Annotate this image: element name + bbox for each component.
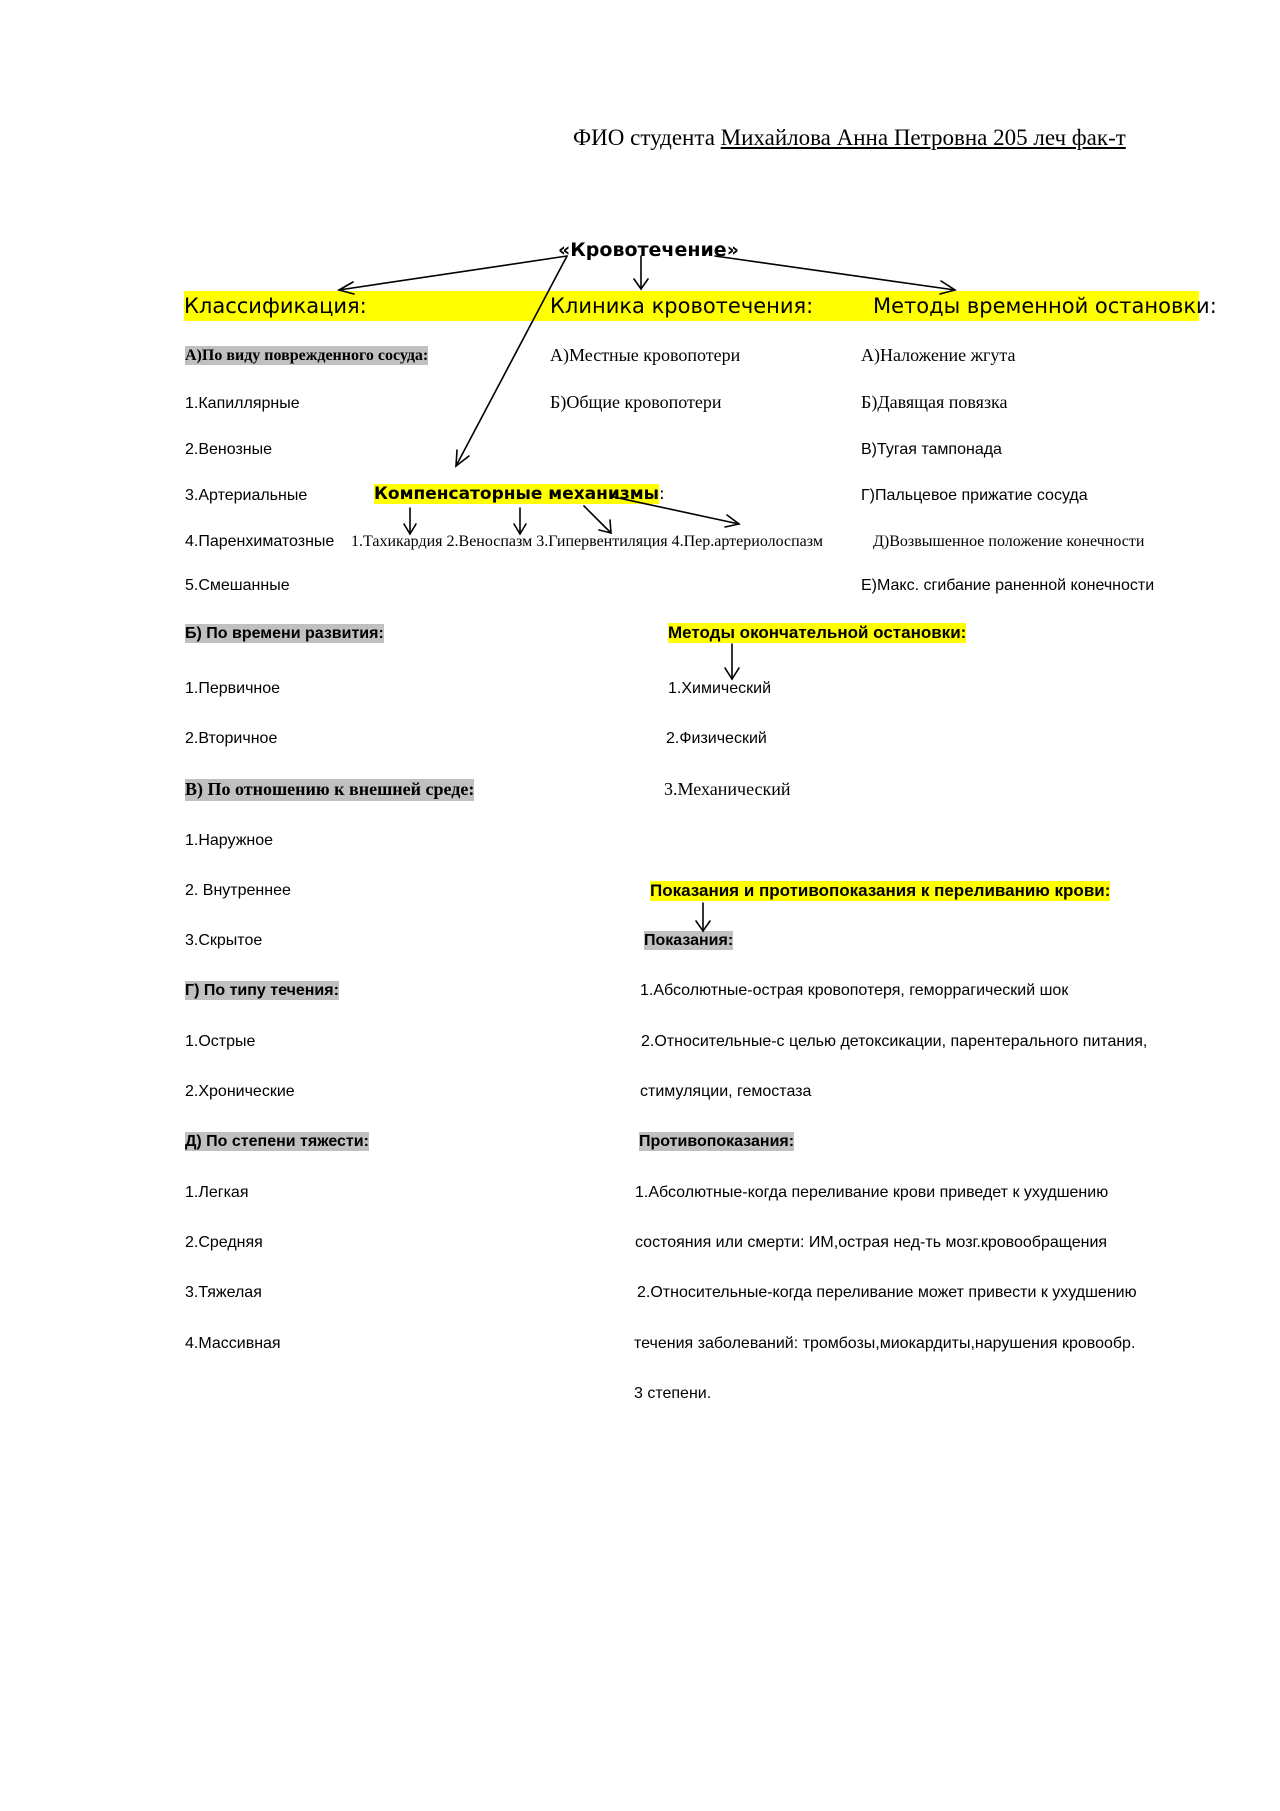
clinic-heading: Клиника кровотечения: bbox=[538, 291, 828, 321]
class-d-heading: Д) По степени тяжести: bbox=[185, 1133, 369, 1150]
class-a-heading: А)По виду поврежденного сосуда: bbox=[185, 347, 429, 364]
clinic-item-general: Б)Общие кровопотери bbox=[550, 392, 722, 412]
temporary-methods-heading: Методы временной остановки: bbox=[828, 291, 1199, 321]
contraindication-item: течения заболеваний: тромбозы,миокардиты,нарушения кровообр. bbox=[634, 1335, 1136, 1352]
contraindications-heading: Противопоказания: bbox=[639, 1133, 795, 1150]
final-stop-heading: Методы окончательной остановки: bbox=[668, 623, 967, 642]
temp-method-item: Д)Возвышенное положение конечности bbox=[873, 533, 1145, 550]
list-item: 3.Тяжелая bbox=[185, 1284, 262, 1301]
temp-method-item: Г)Пальцевое прижатие сосуда bbox=[861, 487, 1088, 504]
transfusion-heading: Показания и противопоказания к переливанию крови: bbox=[650, 881, 1111, 900]
arrow-to-venospasm bbox=[514, 508, 526, 534]
contraindication-item: 3 степени. bbox=[634, 1385, 712, 1402]
arrow-to-classification bbox=[339, 256, 567, 294]
temp-method-item: А)Наложение жгута bbox=[861, 345, 1016, 365]
indication-item: стимуляции, гемостаза bbox=[640, 1083, 812, 1100]
list-item: 5.Смешанные bbox=[185, 577, 290, 594]
contraindication-item: состояния или смерти: ИМ,острая нед-ть мозг.кровообращения bbox=[635, 1234, 1108, 1251]
contraindication-item: 2.Относительные-когда переливание может привести к ухудшению bbox=[637, 1284, 1137, 1301]
contraindication-item: 1.Абсолютные-когда переливание крови приведет к ухудшению bbox=[635, 1184, 1109, 1201]
student-label: ФИО студента bbox=[573, 125, 721, 150]
classification-heading: Классификация: bbox=[184, 291, 538, 321]
list-item: 4.Массивная bbox=[185, 1335, 281, 1352]
list-item: 1.Острые bbox=[185, 1033, 256, 1050]
class-g-heading: Г) По типу течения: bbox=[185, 982, 339, 999]
temp-method-item: В)Тугая тампонада bbox=[861, 441, 1002, 458]
clinic-item-local: А)Местные кровопотери bbox=[550, 345, 741, 365]
arrow-to-hyperventilation bbox=[584, 506, 611, 533]
list-item: 2.Хронические bbox=[185, 1083, 295, 1100]
student-name-line bbox=[573, 124, 1126, 152]
final-stop-item: 1.Химический bbox=[668, 680, 771, 697]
arrow-to-indications bbox=[696, 903, 710, 931]
final-stop-item: 3.Механический bbox=[664, 779, 791, 799]
list-item: 1.Капиллярные bbox=[185, 395, 300, 412]
final-stop-item: 2.Физический bbox=[666, 730, 767, 747]
student-name: Михайлова Анна Петровна 205 леч фак-т bbox=[720, 125, 1126, 150]
temp-method-item: Б)Давящая повязка bbox=[861, 392, 1008, 412]
arrow-to-temporary-methods bbox=[715, 256, 955, 294]
list-item: 2.Венозные bbox=[185, 441, 273, 458]
list-item: 3.Артериальные bbox=[185, 487, 308, 504]
compensatory-list: 1.Тахикардия 2.Веноспазм 3.Гипервентиляция 4.Пер.артериолоспазм bbox=[351, 533, 823, 550]
class-b-heading: Б) По времени развития: bbox=[185, 625, 384, 642]
list-item: 3.Скрытое bbox=[185, 932, 263, 949]
indications-heading: Показания: bbox=[644, 932, 734, 949]
list-item: 2.Средняя bbox=[185, 1234, 263, 1251]
indication-item: 1.Абсолютные-острая кровопотеря, геморрагический шок bbox=[640, 982, 1069, 999]
class-v-heading: В) По отношению к внешней среде: bbox=[185, 779, 475, 799]
list-item: 1.Наружное bbox=[185, 832, 274, 849]
arrow-to-final-stop-items bbox=[725, 644, 739, 679]
compensatory-heading: Компенсаторные механизмы: bbox=[374, 484, 665, 504]
list-item: 2. Внутреннее bbox=[185, 882, 291, 899]
indication-item: 2.Относительные-с целью детоксикации, парентерального питания, bbox=[641, 1033, 1148, 1050]
temp-method-item: Е)Макс. сгибание раненной конечности bbox=[861, 577, 1155, 594]
list-item: 4.Паренхиматозные bbox=[185, 533, 335, 550]
arrow-to-tachycardia bbox=[404, 508, 416, 534]
document-title: «Кровотечение» bbox=[558, 239, 739, 261]
list-item: 1.Легкая bbox=[185, 1184, 249, 1201]
list-item: 1.Первичное bbox=[185, 680, 281, 697]
list-item: 2.Вторичное bbox=[185, 730, 278, 747]
